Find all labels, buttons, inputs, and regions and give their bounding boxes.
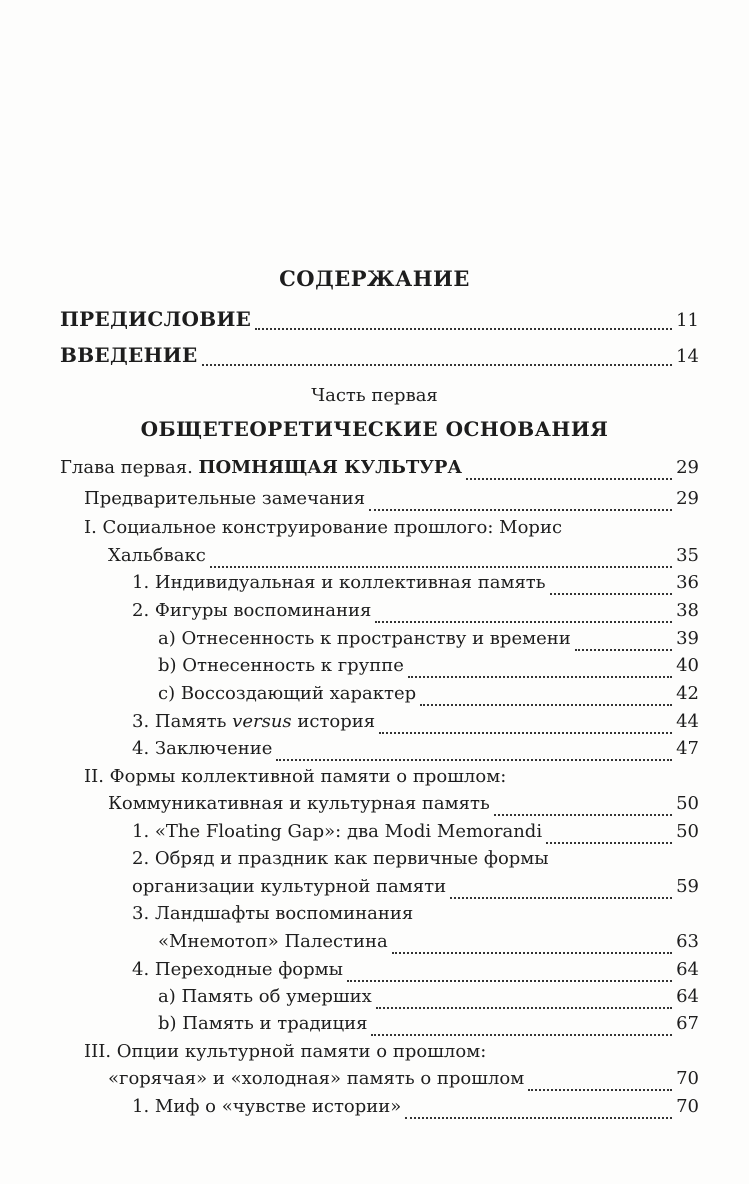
- label-part: 3. Память: [132, 711, 233, 732]
- toc-entry-chapter-1[interactable]: [60, 457, 699, 487]
- entry-page: 59: [676, 876, 699, 897]
- toc-entry-s2-4b[interactable]: [158, 1013, 699, 1043]
- toc-entry-s2-4[interactable]: [132, 959, 699, 989]
- entry-label: [60, 457, 462, 478]
- leader-dots: [405, 1116, 672, 1119]
- entry-label: ВВЕДЕНИЕ: [60, 343, 198, 367]
- entry-label: организации культурной памяти: [132, 876, 447, 897]
- leader-dots: [375, 620, 672, 623]
- entry-label: Коммуникативная и культурная память: [108, 793, 490, 814]
- entry-page: 14: [676, 346, 699, 367]
- toc-entry-s1-2b[interactable]: [158, 655, 699, 685]
- toc-entry-preface[interactable]: [60, 307, 699, 337]
- entry-label: 1. Индивидуальная и коллективная память: [132, 572, 546, 593]
- part-label: Часть первая: [311, 385, 438, 406]
- entry-label: Хальбвакс: [108, 545, 206, 566]
- leader-dots: [528, 1088, 672, 1091]
- part-title: ОБЩЕТЕОРЕТИЧЕСКИЕ ОСНОВАНИЯ: [140, 417, 609, 441]
- leader-dots: [210, 565, 672, 568]
- chapter-title: ПОМНЯЩАЯ КУЛЬТУРА: [198, 457, 463, 478]
- leader-dots: [376, 1006, 672, 1009]
- entry-label: Предварительные замечания: [84, 488, 366, 509]
- leader-dots: [550, 592, 673, 595]
- leader-dots: [347, 979, 672, 982]
- toc-entry-intro[interactable]: [60, 343, 699, 373]
- leader-dots: [494, 813, 672, 816]
- entry-label: c) Воссоздающий характер: [158, 683, 417, 704]
- entry-label: 1. «The Floating Gap»: два Modi Memorandi: [132, 821, 543, 842]
- leader-dots: [369, 508, 672, 511]
- entry-label: [132, 711, 375, 732]
- toc-entry-s2-2-line1[interactable]: 2. Обряд и праздник как первичные формы: [132, 848, 549, 869]
- entry-label: b) Отнесенность к группе: [158, 655, 404, 676]
- entry-label: «Мнемотоп» Палестина: [158, 931, 388, 952]
- toc-entry-s1-3[interactable]: [132, 711, 699, 741]
- toc-entry-s1-2a[interactable]: [158, 628, 699, 658]
- contents-heading: СОДЕРЖАНИЕ: [279, 266, 470, 291]
- entry-page: 36: [676, 572, 699, 593]
- chapter-prefix: Глава первая.: [60, 457, 193, 478]
- entry-label: 2. Фигуры воспоминания: [132, 600, 372, 621]
- toc-entry-prelim[interactable]: [84, 488, 699, 518]
- entry-page: 50: [676, 821, 699, 842]
- leader-dots: [408, 675, 672, 678]
- entry-page: 64: [676, 986, 699, 1007]
- entry-label: b) Память и традиция: [158, 1013, 368, 1034]
- leader-dots: [255, 327, 672, 330]
- toc-entry-s2-3-line1[interactable]: 3. Ландшафты воспоминания: [132, 903, 414, 924]
- entry-label: a) Отнесенность к пространству и времени: [158, 628, 571, 649]
- leader-dots: [392, 951, 672, 954]
- entry-page: 35: [676, 545, 699, 566]
- toc-entry-s2-line1[interactable]: II. Формы коллективной памяти о прошлом:: [84, 766, 507, 787]
- entry-label: «горячая» и «холодная» память о прошлом: [108, 1068, 525, 1089]
- entry-page: 29: [676, 457, 699, 478]
- entry-label: 4. Переходные формы: [132, 959, 343, 980]
- entry-page: 64: [676, 959, 699, 980]
- leader-dots: [466, 477, 672, 480]
- entry-label: ПРЕДИСЛОВИЕ: [60, 307, 252, 331]
- entry-page: 70: [676, 1068, 699, 1089]
- toc-entry-s1-1[interactable]: [132, 572, 699, 602]
- toc-entry-s3[interactable]: [108, 1068, 699, 1098]
- entry-page: 39: [676, 628, 699, 649]
- leader-dots: [202, 363, 673, 366]
- entry-label: a) Память об умерших: [158, 986, 372, 1007]
- entry-page: 67: [676, 1013, 699, 1034]
- entry-page: 29: [676, 488, 699, 509]
- toc-entry-s2[interactable]: [108, 793, 699, 823]
- entry-page: 50: [676, 793, 699, 814]
- toc-entry-s2-1[interactable]: [132, 821, 699, 851]
- label-part: история: [291, 711, 376, 732]
- entry-page: 47: [676, 738, 699, 759]
- toc-entry-s2-3[interactable]: [158, 931, 699, 961]
- leader-dots: [575, 648, 672, 651]
- leader-dots: [450, 896, 672, 899]
- toc-entry-s2-4a[interactable]: [158, 986, 699, 1016]
- toc-entry-s1-2[interactable]: [132, 600, 699, 630]
- toc-entry-s1[interactable]: [108, 545, 699, 575]
- entry-page: 44: [676, 711, 699, 732]
- leader-dots: [379, 731, 672, 734]
- toc-entry-s1-2c[interactable]: [158, 683, 699, 713]
- leader-dots: [276, 758, 672, 761]
- leader-dots: [546, 841, 672, 844]
- toc-entry-s2-2[interactable]: [132, 876, 699, 906]
- entry-page: 70: [676, 1096, 699, 1117]
- toc-entry-s3-line1[interactable]: III. Опции культурной памяти о прошлом:: [84, 1041, 487, 1062]
- label-italic: versus: [232, 711, 292, 732]
- entry-page: 38: [676, 600, 699, 621]
- leader-dots: [371, 1033, 672, 1036]
- entry-page: 40: [676, 655, 699, 676]
- entry-label: 4. Заключение: [132, 738, 273, 759]
- entry-page: 63: [676, 931, 699, 952]
- entry-label: 1. Миф о «чувстве истории»: [132, 1096, 402, 1117]
- toc-entry-s1-line1[interactable]: I. Социальное конструирование прошлого: Морис: [84, 517, 563, 538]
- leader-dots: [420, 703, 672, 706]
- toc-entry-s3-1[interactable]: [132, 1096, 699, 1126]
- toc-entry-s1-4[interactable]: [132, 738, 699, 768]
- entry-page: 42: [676, 683, 699, 704]
- entry-page: 11: [676, 310, 699, 331]
